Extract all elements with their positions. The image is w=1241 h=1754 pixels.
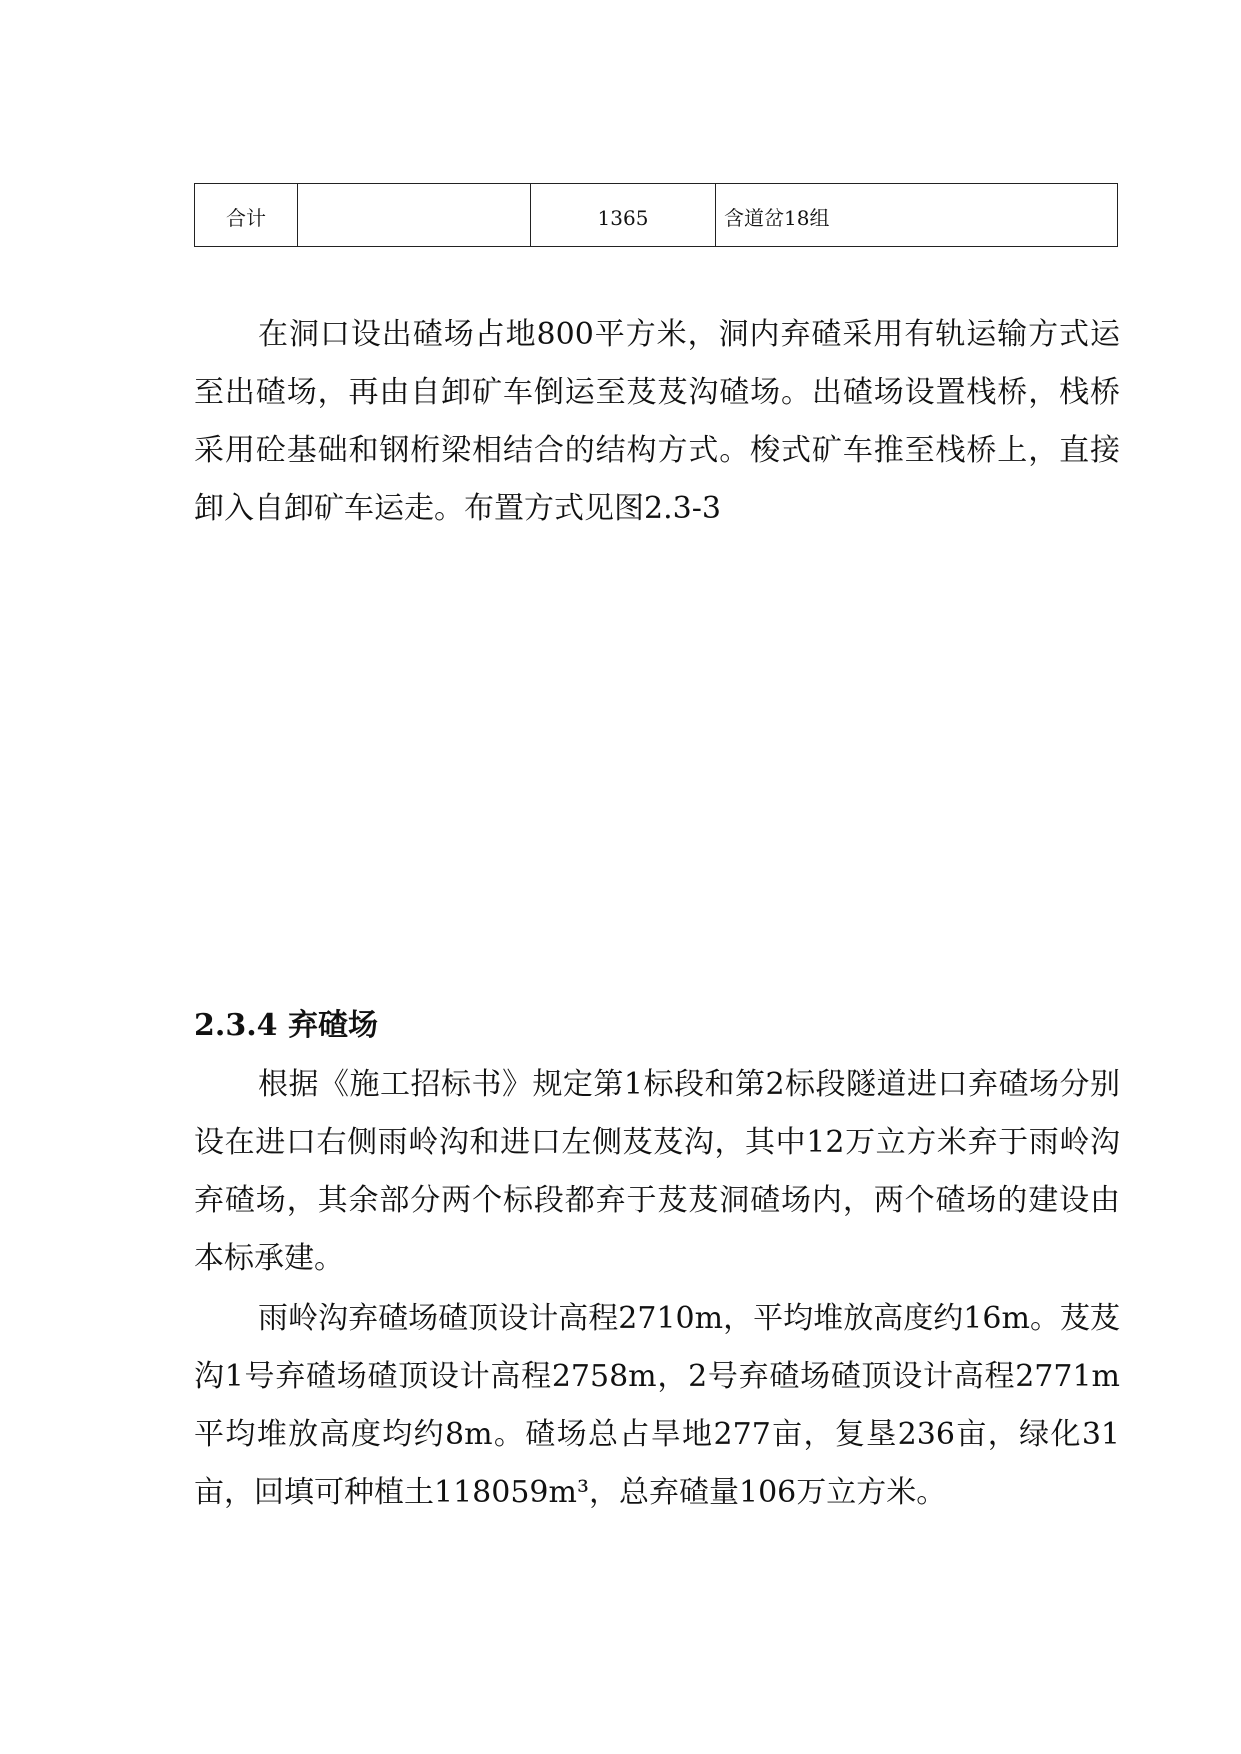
table-row [195, 184, 1118, 247]
summary-table [194, 183, 1118, 247]
total-label-cell: 合计 [195, 184, 298, 247]
paragraph-spoil-yard-elevation: 雨岭沟弃碴场碴顶设计高程2710m，平均堆放高度约16m。芨芨沟1号弃碴场碴顶设计高程2758m，2号弃碴场碴顶设计高程2771m平均堆放高度均约8m。碴场总占旱地277亩，复垦236亩，绿化31亩，回填可种植土118059m³，总弃碴量106万立方米。 [194, 1301, 1120, 1510]
remark-cell: 含道岔18组 [716, 184, 1118, 247]
section-heading: 2.3.4 弃碴场 [194, 1008, 378, 1043]
empty-cell [298, 184, 531, 247]
quantity-cell: 1365 [531, 184, 716, 247]
paragraph-muck-yard-at-portal: 在洞口设出碴场占地800平方米，洞内弃碴采用有轨运输方式运至出碴场，再由自卸矿车倒运至芨芨沟碴场。出碴场设置栈桥，栈桥采用砼基础和钢桁梁相结合的结构方式。梭式矿车推至栈桥上，直接卸入自卸矿车运走。布置方式见图2.3-3 [194, 317, 1120, 526]
paragraph-spoil-yard-location: 根据《施工招标书》规定第1标段和第2标段隧道进口弃碴场分别设在进口右侧雨岭沟和进口左侧芨芨沟，其中12万立方米弃于雨岭沟弃碴场，其余部分两个标段都弃于芨芨洞碴场内，两个碴场的建设由本标承建。 [194, 1067, 1120, 1276]
